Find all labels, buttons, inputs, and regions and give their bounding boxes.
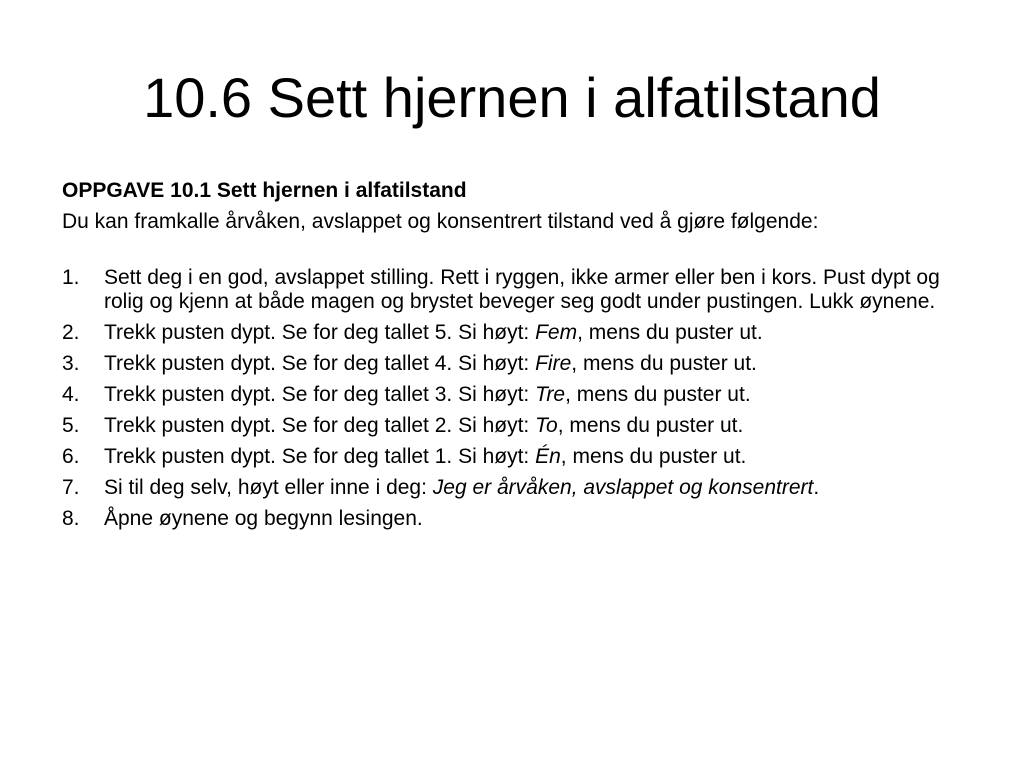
- step-item: [62, 414, 962, 438]
- task-heading: OPPGAVE 10.1 Sett hjernen i alfatilstand: [62, 179, 467, 202]
- step-item: [62, 321, 962, 345]
- step-text: Si til deg selv, høyt eller inne i deg: Jeg er årvåken, avslappet og konsentrert.: [104, 476, 820, 499]
- intro-paragraph: Du kan framkalle årvåken, avslappet og konsentrert tilstand ved å gjøre følgende:: [62, 210, 819, 233]
- step-number: 3.: [62, 352, 80, 375]
- step-text: Sett deg i en god, avslappet stilling. Rett i ryggen, ikke armer eller ben i kors. Pust dypt og rolig og kjenn at både magen og brystet beveger seg godt under pustingen. Lukk øynene.: [104, 266, 940, 313]
- step-number: 2.: [62, 321, 80, 344]
- slide-title: 10.6 Sett hjernen i alfatilstand: [143, 66, 881, 129]
- step-item: [62, 476, 962, 500]
- step-number: 7.: [62, 476, 80, 499]
- step-item: [62, 445, 962, 469]
- step-text: Trekk pusten dypt. Se for deg tallet 2. Si høyt: To, mens du puster ut.: [104, 414, 744, 437]
- slide-body: [62, 179, 962, 538]
- step-item: [62, 352, 962, 376]
- step-item: [62, 507, 962, 531]
- step-text: Trekk pusten dypt. Se for deg tallet 3. Si høyt: Tre, mens du puster ut.: [104, 383, 751, 406]
- step-list: [62, 266, 962, 531]
- step-text: Trekk pusten dypt. Se for deg tallet 5. Si høyt: Fem, mens du puster ut.: [104, 321, 763, 344]
- step-number: 1.: [62, 266, 80, 289]
- step-text: Trekk pusten dypt. Se for deg tallet 1. Si høyt: Én, mens du puster ut.: [104, 445, 747, 468]
- step-item: [62, 266, 962, 314]
- step-number: 8.: [62, 507, 80, 530]
- step-text: Trekk pusten dypt. Se for deg tallet 4. Si høyt: Fire, mens du puster ut.: [104, 352, 757, 375]
- step-number: 6.: [62, 445, 80, 468]
- step-text: Åpne øynene og begynn lesingen.: [104, 507, 423, 530]
- step-number: 5.: [62, 414, 80, 437]
- step-number: 4.: [62, 383, 80, 406]
- step-item: [62, 383, 962, 407]
